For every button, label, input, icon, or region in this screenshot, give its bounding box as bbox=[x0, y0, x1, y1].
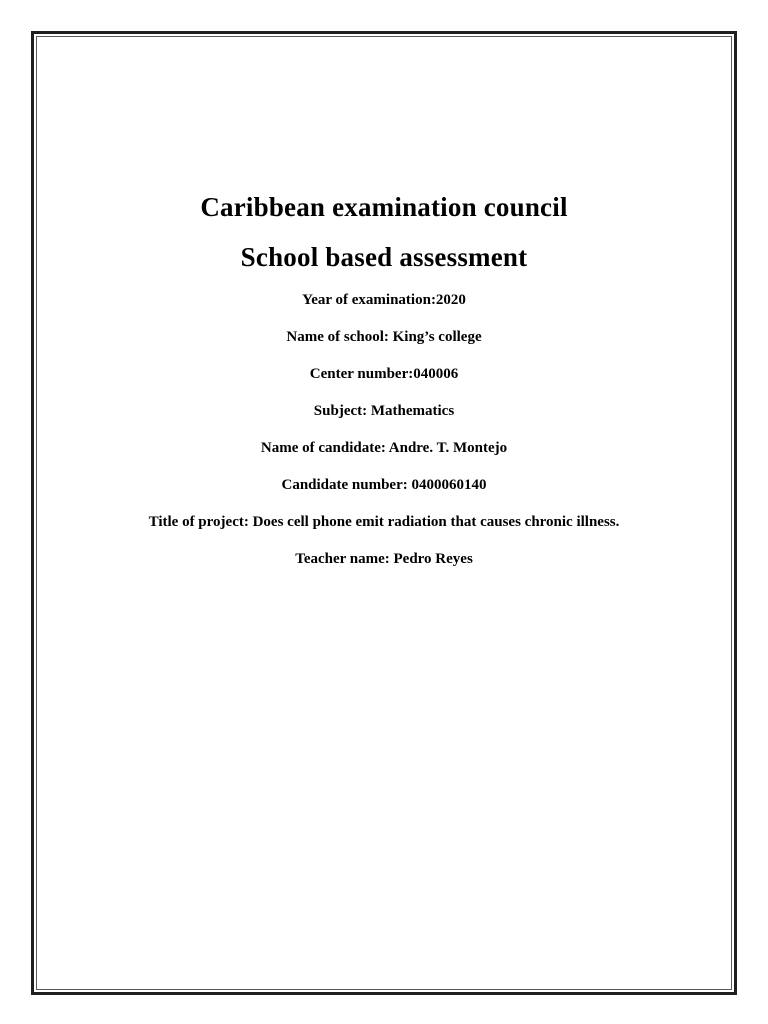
project-title: Title of project: Does cell phone emit radiation that causes chronic illness. bbox=[148, 514, 620, 530]
assessment-heading: School based assessment bbox=[240, 242, 528, 272]
candidate-name: Name of candidate: Andre. T. Montejo bbox=[260, 440, 508, 456]
subject: Subject: Mathematics bbox=[313, 403, 455, 419]
year-of-examination: Year of examination:2020 bbox=[302, 292, 466, 308]
school-name: Name of school: King’s college bbox=[286, 329, 482, 345]
center-number: Center number:040006 bbox=[309, 366, 459, 382]
candidate-number: Candidate number: 0400060140 bbox=[281, 477, 487, 493]
council-heading: Caribbean examination council bbox=[200, 192, 568, 222]
teacher-name: Teacher name: Pedro Reyes bbox=[295, 551, 473, 567]
